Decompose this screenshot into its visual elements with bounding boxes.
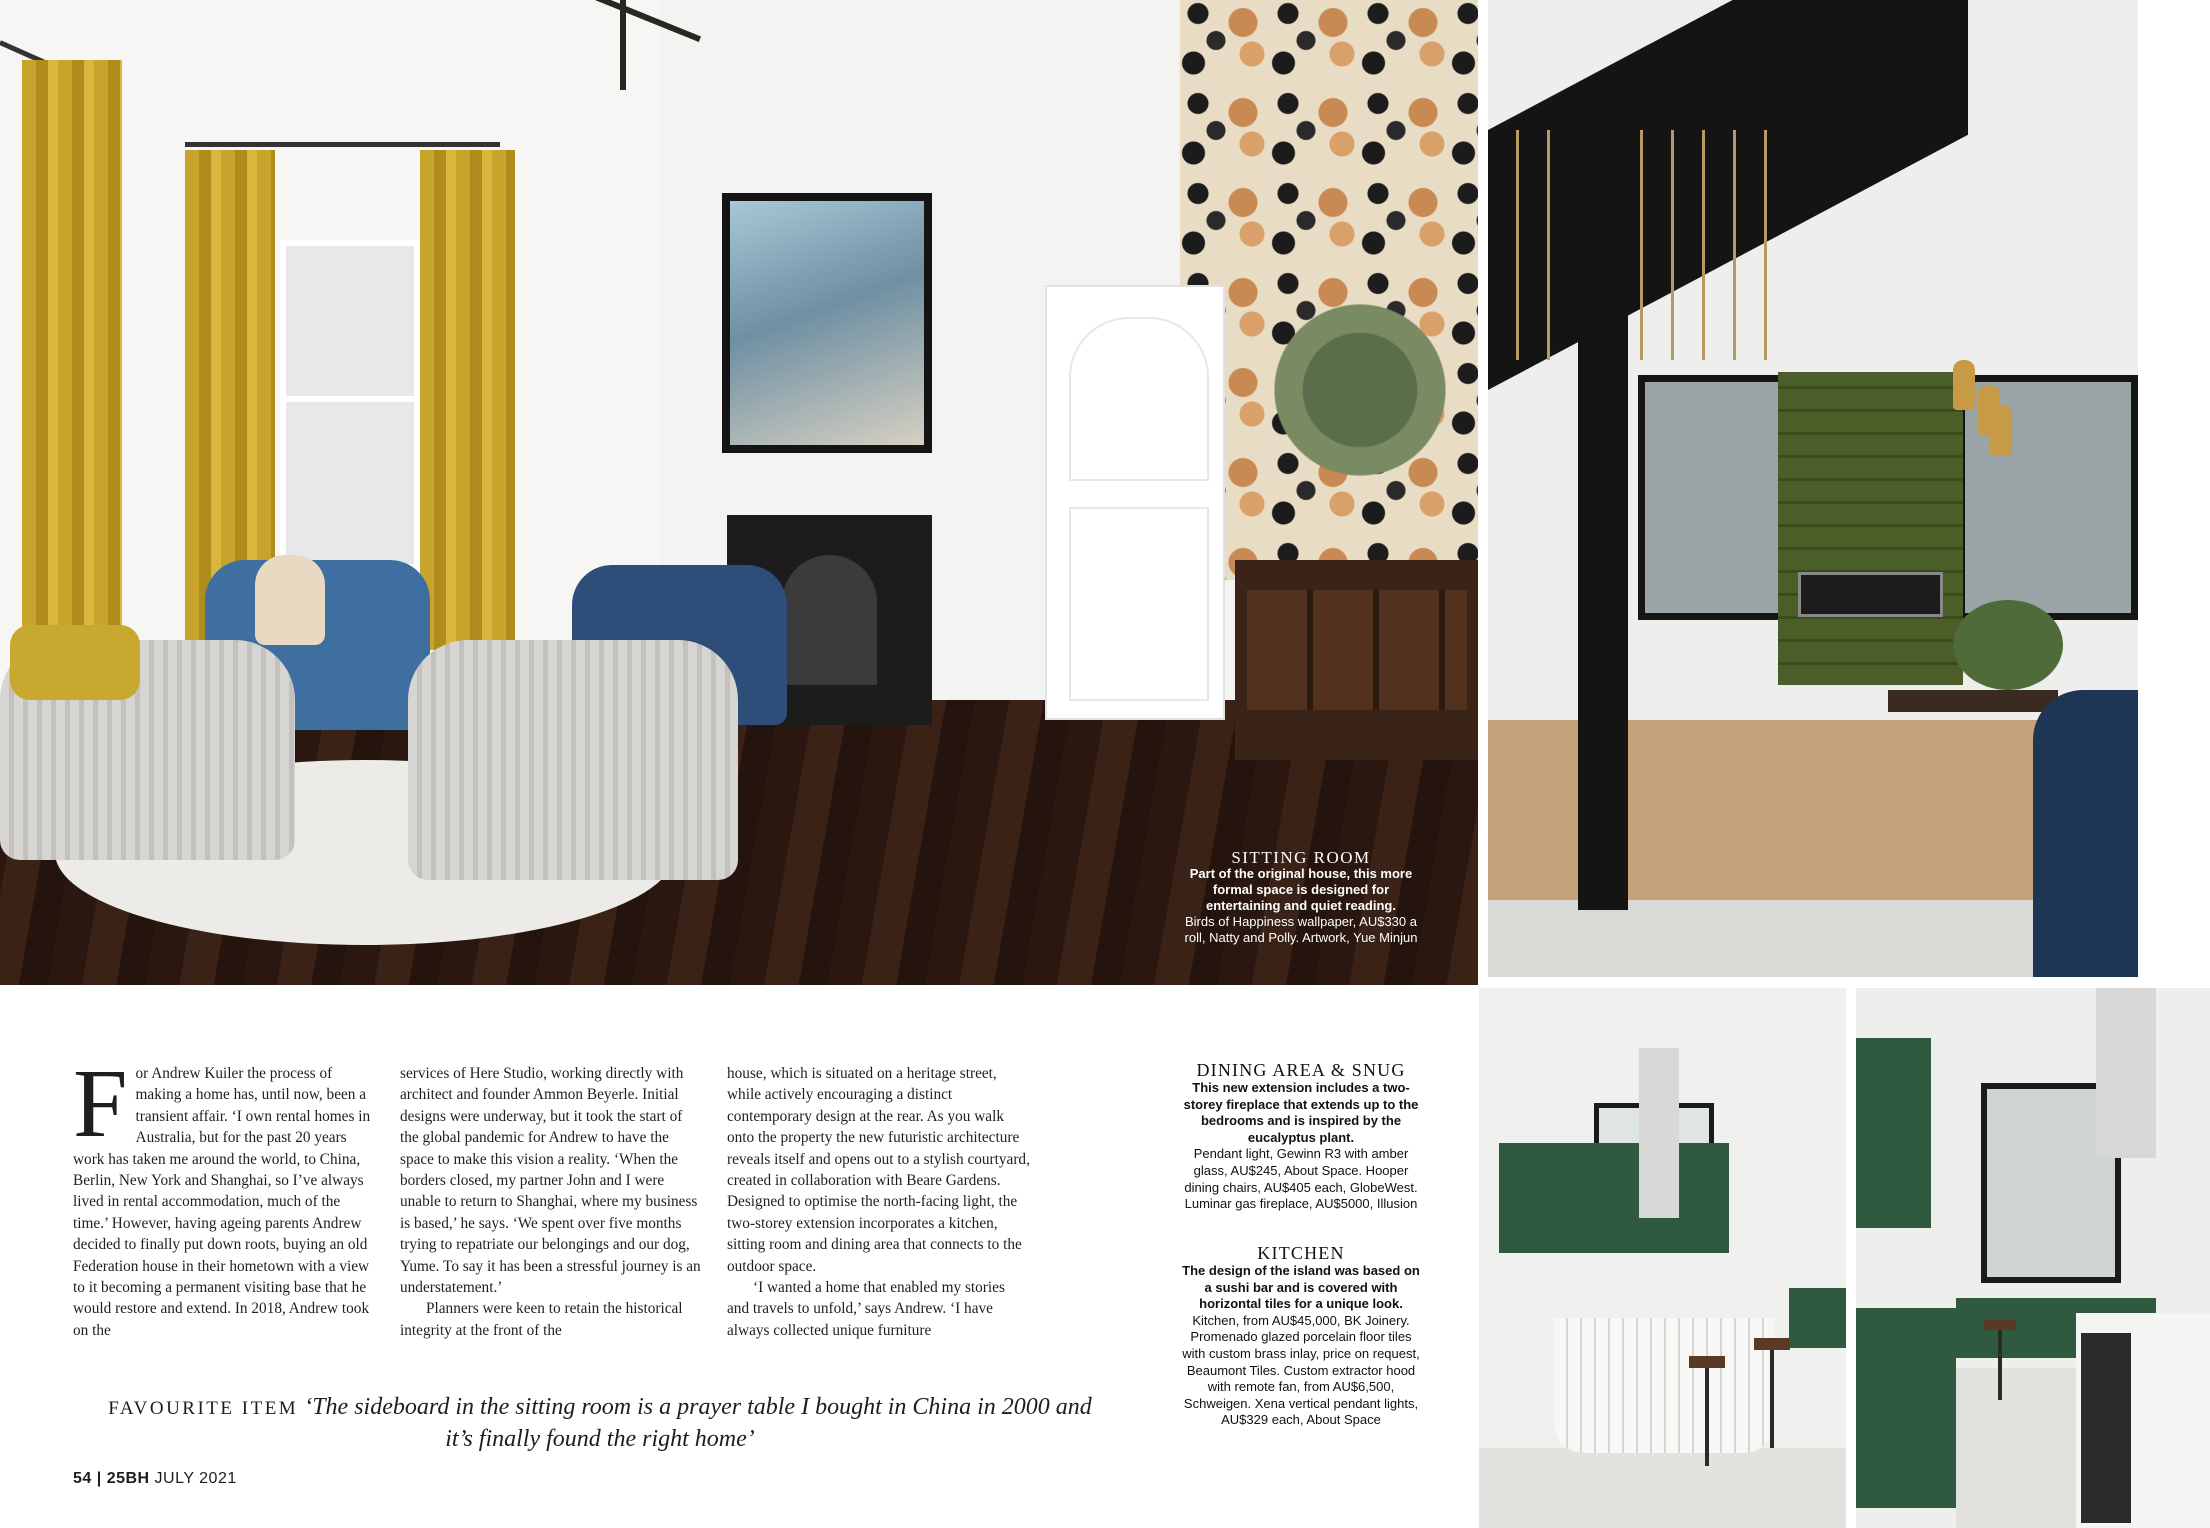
page-number: 54: [73, 1470, 92, 1487]
oven-range: [2081, 1333, 2131, 1523]
tiled-island: [1554, 1318, 1774, 1453]
door: [1045, 285, 1225, 720]
green-cabinets: [1789, 1288, 1846, 1348]
kitchen-caption: [1178, 1243, 1424, 1429]
gas-fireplace: [1798, 572, 1943, 617]
article-column-3: [727, 1063, 1030, 1341]
ceiling-light: [565, 0, 705, 90]
window: [1638, 375, 1788, 620]
dining-area-photo: [1488, 0, 2138, 977]
extractor-hood: [2096, 988, 2156, 1158]
magazine-name: 25BH: [106, 1470, 150, 1487]
dining-caption: [1178, 1060, 1424, 1213]
pull-quote-text: ‘The sideboard in the sitting room is a prayer table I bought in China in 2000 and it’s finally found the right home’: [304, 1394, 1092, 1452]
floor-tiles: [1956, 1368, 2076, 1528]
issue-date: JULY 2021: [154, 1470, 237, 1487]
pull-quote: [100, 1392, 1100, 1455]
plant-arrangement: [1260, 290, 1460, 490]
artwork: [722, 193, 932, 453]
curtain-rod: [185, 142, 500, 147]
caption-credits: Pendant light, Gewinn R3 with amber glass, AU$245, About Space. Hooper dining chairs, AU$405 each, GlobeWest. Luminar gas fireplace, AU$5000, Illusion: [1184, 1146, 1418, 1212]
dining-table: [1888, 690, 2058, 712]
green-cabinets: [1856, 1308, 1956, 1508]
green-tiled-fireplace-wall: [1778, 372, 1963, 685]
article-column-1: [73, 1050, 376, 1341]
caption-credits: Birds of Happiness wallpaper, AU$330 a roll, Natty and Polly. Artwork, Yue Minjun: [1184, 914, 1418, 945]
article-column-2: [400, 1063, 703, 1341]
stair-post: [1578, 130, 1628, 910]
window: [280, 240, 420, 570]
caption-title: DINING AREA & SNUG: [1196, 1060, 1406, 1080]
paragraph: Planners were keen to retain the historical integrity at the front of the: [400, 1300, 683, 1339]
brass-balustrade: [1488, 130, 1768, 360]
floor-tiles: [1479, 1448, 1846, 1528]
sitting-room-photo: [0, 0, 1478, 985]
kitchen-island-photo: [1479, 988, 1846, 1528]
armchair: [2033, 690, 2138, 977]
caption-title: SITTING ROOM: [1231, 848, 1371, 867]
bar-stool: [1984, 1320, 2016, 1400]
pull-quote-label: FAVOURITE ITEM: [108, 1398, 299, 1419]
pendant-light: [1953, 360, 1975, 410]
paragraph: ‘I wanted a home that enabled my stories and travels to unfold,’ says Andrew. ‘I have always collected unique furniture: [727, 1279, 1005, 1339]
paragraph: house, which is situated on a heritage street, while actively encouraging a distinct contemporary design at the rear. As you walk onto the property the new futuristic architecture reveals itself and opens out to a stylish courtyard, created in collaboration with Beare Gardens. Designed to optimise the north-facing light, the two-storey extension incorporates a kitchen, sitting room and dining area that connects to the outdoor space.: [727, 1065, 1030, 1275]
dog: [255, 555, 325, 645]
bar-stool: [1754, 1338, 1790, 1448]
drop-cap: F: [73, 1050, 128, 1158]
cushion: [10, 625, 140, 700]
caption-lead: This new extension includes a two-storey fireplace that extends up to the bedrooms and is inspired by the eucalyptus plant.: [1183, 1080, 1419, 1145]
caption-lead: The design of the island was based on a sushi bar and is covered with horizontal tiles for a unique look.: [1182, 1263, 1420, 1312]
page-folio: [73, 1470, 237, 1488]
caption-lead: Part of the original house, this more formal space is designed for entertaining and quiet reading.: [1189, 866, 1413, 913]
curtain: [420, 150, 515, 650]
folio-separator: |: [96, 1470, 102, 1487]
caption-credits: Kitchen, from AU$45,000, BK Joinery. Promenado glazed porcelain floor tiles with custom brass inlay, price on request, Beaumont Tiles. Custom extractor hood with remote fan, from AU$6,500, Schweigen. Xena vertical pendant lights, AU$329 each, About Space: [1182, 1312, 1420, 1428]
kitchen-photo: [1856, 988, 2210, 1528]
paragraph: services of Here Studio, working directly with architect and founder Ammon Beyerle. Initial designs were underway, but it took the start of the global pandemic for Andrew to have the space to make this vision a reality. ‘When the borders closed, my partner John and I were unable to return to Shanghai, where my business is based,’ he says. ‘We spent over five months trying to repatriate our belongings and our dog, Yume. To say it has been a stressful journey is an understatement.’: [400, 1065, 701, 1297]
curtain: [22, 60, 122, 640]
pendant-light: [1990, 405, 2012, 455]
green-cabinets: [1856, 1038, 1931, 1228]
armchair: [408, 640, 738, 880]
paragraph: or Andrew Kuiler the process of making a home has, until now, been a transient affair. ‘I own rental homes in Australia, but for the past 20 years work has taken me around the world, to China, Berlin, New York and Shanghai, so I’ve always lived in rental accommodation, much of the time.’ However, having ageing parents Andrew decided to finally put down roots, buying an old Federation house in their hometown with a view to it becoming a permanent visiting base that he would restore and extend. In 2018, Andrew took on the: [73, 1065, 371, 1339]
bar-stool: [1689, 1356, 1725, 1466]
sitting-room-caption: [1176, 850, 1426, 946]
sideboard: [1235, 560, 1478, 760]
green-cabinets: [1499, 1143, 1729, 1253]
extractor-hood: [1639, 1048, 1679, 1218]
caption-title: KITCHEN: [1257, 1243, 1345, 1263]
plant: [1953, 600, 2063, 690]
